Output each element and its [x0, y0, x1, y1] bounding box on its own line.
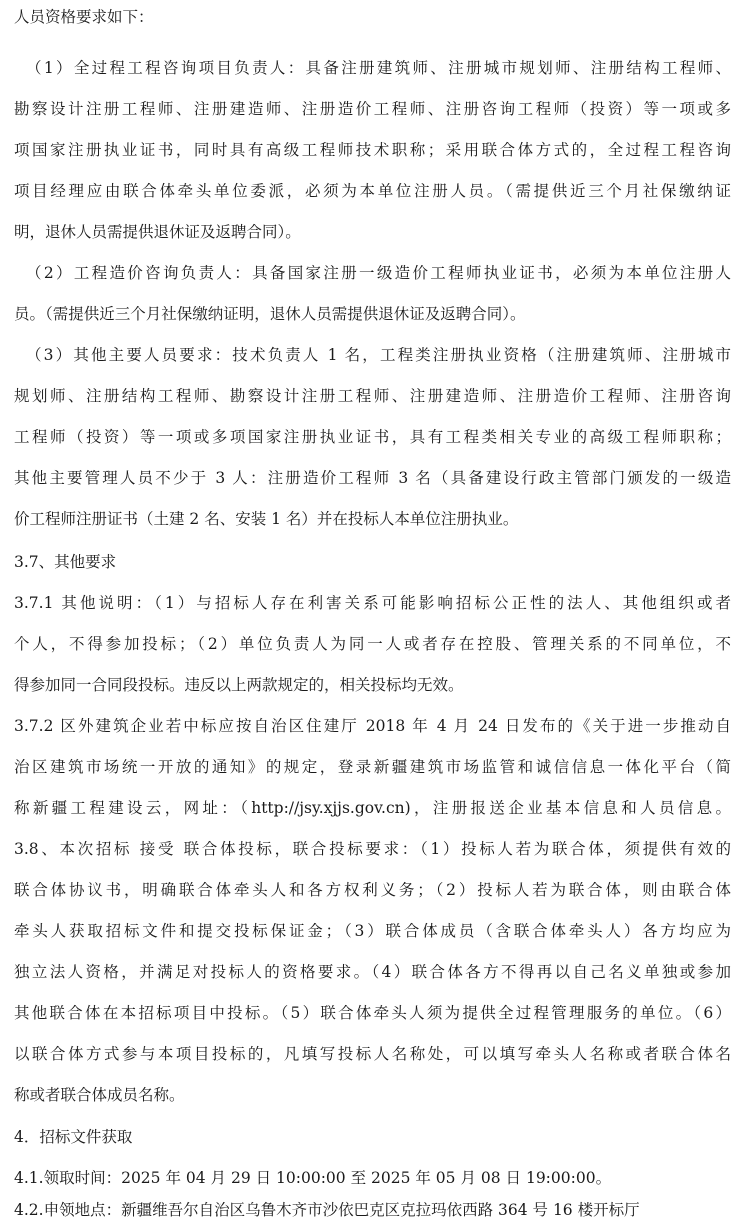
text-line: 3.8、本次招标 接受 联合体投标，联合投标要求：（1）投标人若为联合体，须提供有效的: [14, 840, 731, 858]
text-line: 明，退休人员需提供退休证及返聘合同）。: [14, 223, 301, 241]
text-line: 称新疆工程建设云，网址：（http://jsy.xjjs.gov.cn)，注册报送企业基本信息和人员信息。: [14, 799, 731, 817]
text-line: 规划师、注册结构工程师、勘察设计注册工程师、注册建造师、注册造价工程师、注册咨询: [14, 387, 731, 405]
text-line: 3.7.2 区外建筑企业若中标应按自治区住建厅 2018 年 4 月 24 日发布的《关于进一步推动自: [14, 717, 731, 735]
intro-line: 人员资格要求如下：: [14, 8, 154, 26]
text-line: （2）工程造价咨询负责人：具备国家注册一级造价工程师执业证书，必须为本单位注册人: [26, 264, 731, 282]
section-heading: 4．招标文件获取: [14, 1128, 133, 1146]
text-line: 勘察设计注册工程师、注册建造师、注册造价工程师、注册咨询工程师（投资）等一项或多: [14, 100, 731, 118]
text-line: 以联合体方式参与本项目投标的，凡填写投标人名称处，可以填写牵头人名称或者联合体名: [14, 1045, 731, 1063]
text-line: 个人，不得参加投标；（2）单位负责人为同一人或者存在控股、管理关系的不同单位，不: [14, 635, 731, 653]
text-line: 得参加同一合同段投标。违反以上两款规定的，相关投标均无效。: [14, 676, 464, 694]
text-line: （1）全过程工程咨询项目负责人：具备注册建筑师、注册城市规划师、注册结构工程师、: [26, 59, 731, 77]
text-line: 其他主要管理人员不少于 3 人：注册造价工程师 3 名（具备建设行政主管部门颁发的一级造: [14, 469, 731, 487]
text-line: 4.2.申领地点：新疆维吾尔自治区乌鲁木齐市沙依巴克区克拉玛依西路 364 号 16 楼开标厅: [14, 1201, 640, 1219]
text-line: 3.7.1 其他说明：（1）与招标人存在利害关系可能影响招标公正性的法人、其他组织或者: [14, 594, 731, 612]
text-line: 独立法人资格，并满足对投标人的资格要求。（4）联合体各方不得再以自己名义单独或参加: [14, 963, 731, 981]
text-line: 项国家注册执业证书，同时具有高级工程师技术职称；采用联合体方式的，全过程工程咨询: [14, 141, 731, 159]
text-line: 4.1.领取时间：2025 年 04 月 29 日 10:00:00 至 2025 年 05 月 08 日 19:00:00。: [14, 1169, 612, 1187]
text-line: 联合体协议书，明确联合体牵头人和各方权利义务；（2）投标人若为联合体，则由联合体: [14, 881, 731, 899]
text-line: 项目经理应由联合体牵头单位委派，必须为本单位注册人员。（需提供近三个月社保缴纳证: [14, 182, 731, 200]
text-line: 工程师（投资）等一项或多项国家注册执业证书，具有工程类相关专业的高级工程师职称；: [14, 428, 731, 446]
text-line: 治区建筑市场统一开放的通知》的规定，登录新疆建筑市场监管和诚信信息一体化平台（简: [14, 758, 731, 776]
text-line: （3）其他主要人员要求：技术负责人 1 名，工程类注册执业资格（注册建筑师、注册城市: [26, 346, 731, 364]
text-line: 其他联合体在本招标项目中投标。（5）联合体牵头人须为提供全过程管理服务的单位。（6）: [14, 1004, 731, 1022]
text-line: 价工程师注册证书（土建 2 名、安装 1 名）并在投标人本单位注册执业。: [14, 510, 519, 528]
section-heading: 3.7、其他要求: [14, 553, 117, 571]
text-line: 称或者联合体成员名称。: [14, 1086, 185, 1104]
text-line: 员。（需提供近三个月社保缴纳证明，退休人员需提供退休证及返聘合同）。: [14, 305, 526, 323]
text-line: 牵头人获取招标文件和提交投标保证金；（3）联合体成员（含联合体牵头人）各方均应为: [14, 922, 731, 940]
